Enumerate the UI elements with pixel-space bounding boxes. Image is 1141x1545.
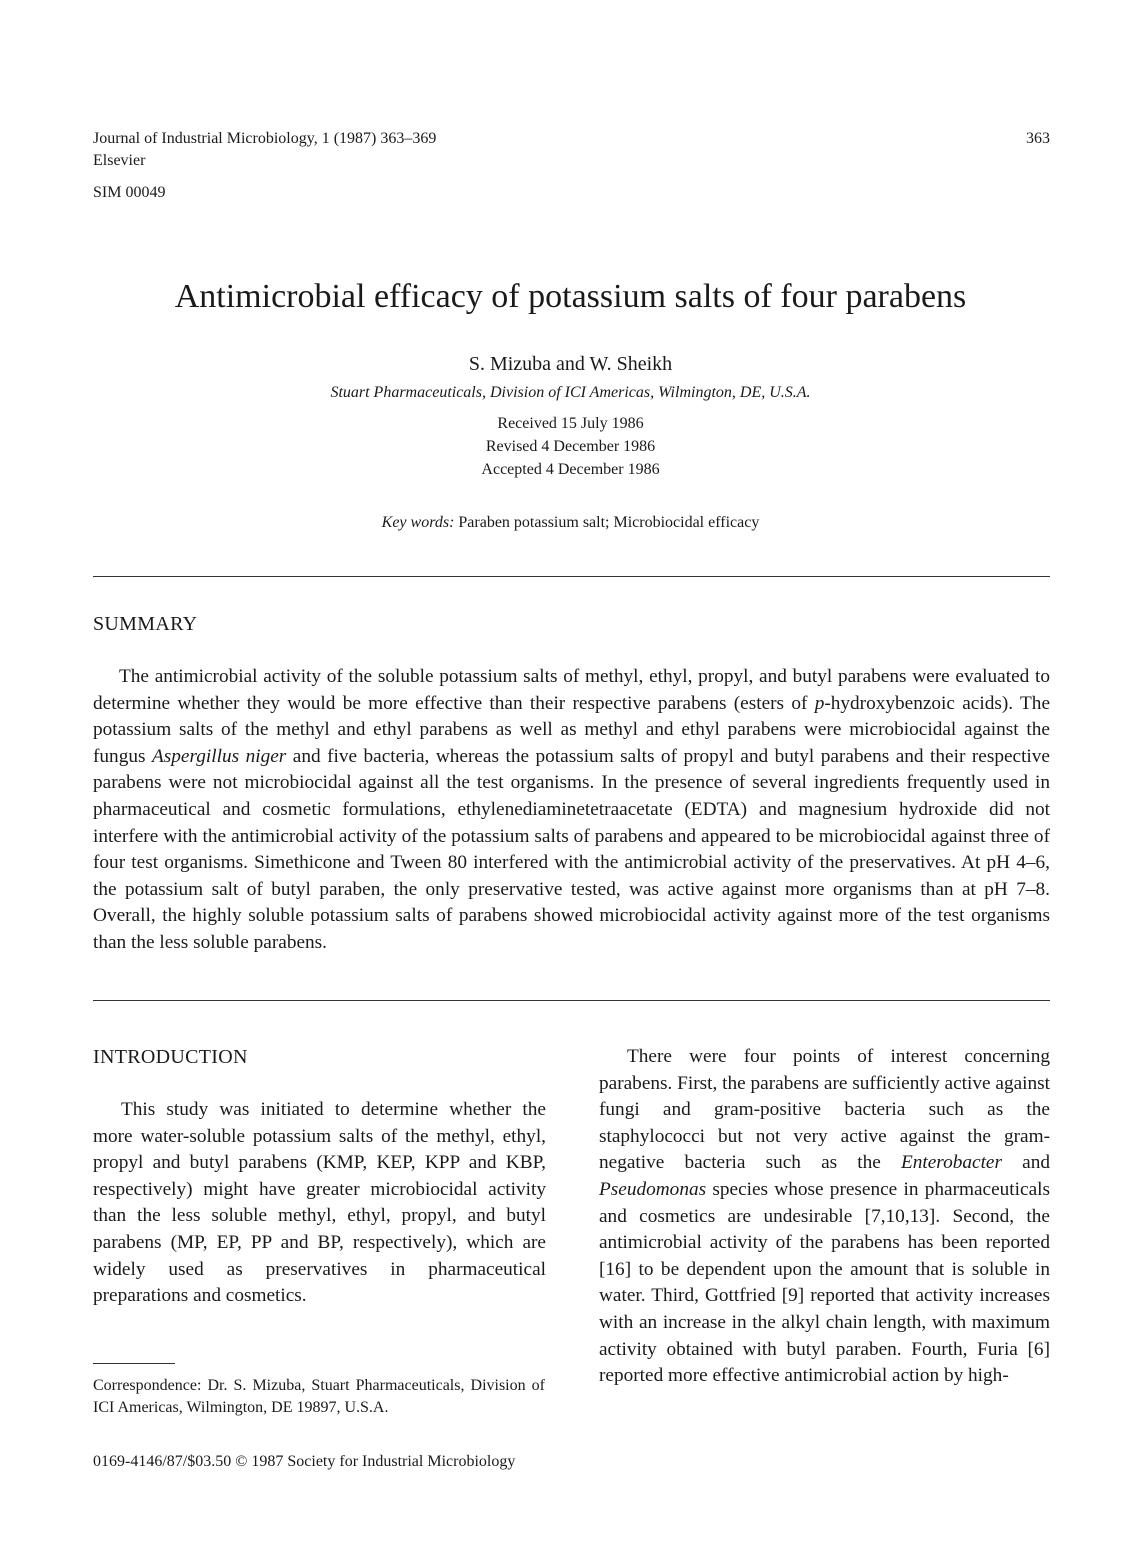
- right-genus-1: Enterobacter: [900, 1152, 1002, 1174]
- page-number: 363: [1026, 130, 1050, 147]
- footnote-rule: [93, 1363, 175, 1364]
- received-date: Received 15 July 1986: [497, 415, 644, 432]
- sim-number: SIM 00049: [93, 184, 166, 201]
- copyright-line: 0169-4146/87/$03.50 © 1987 Society for Industrial Microbiology: [93, 1453, 516, 1470]
- summary-text-1: The antimicrobial activity of the soluble potassium salts of methyl, ethyl, propyl, and butyl parabens were evaluated to determine whether they would be more effective than their respective parabens (esters of: [93, 666, 1050, 714]
- article-dates: [0, 412, 1141, 481]
- right-text-2: and: [1002, 1152, 1050, 1174]
- summary-organism: Aspergillus niger: [151, 745, 287, 767]
- introduction-paragraph: This study was initiated to determine whether the more water-soluble potassium salts of the methyl, ethyl, propyl and butyl parabens (KMP, KEP, KPP and KBP, respectively) might have greater microbiocidal activity than the less soluble methyl, ethyl, propyl, and butyl parabens (MP, EP, PP and BP, respectively), which are widely used as preservatives in pharmaceutical preparations and cosmetics.: [93, 1099, 546, 1307]
- right-column-body: [599, 1044, 1050, 1390]
- keywords: [0, 512, 1141, 534]
- correspondence-note: Correspondence: Dr. S. Mizuba, Stuart Pharmaceuticals, Division of ICI Americas, Wilmington, DE 19897, U.S.A.: [93, 1377, 545, 1416]
- right-text-1: There were four points of interest concerning parabens. First, the parabens are sufficiently active against fungi and gram-positive bacteria such as the staphylococci but not very active against the gram-negative bacteria such as the: [599, 1046, 1050, 1174]
- right-genus-2: Pseudomonas: [599, 1178, 707, 1200]
- summary-heading: SUMMARY: [93, 613, 198, 635]
- right-column-paragraph: [599, 1044, 1050, 1390]
- revised-date: Revised 4 December 1986: [485, 438, 656, 455]
- publisher: Elsevier: [93, 152, 146, 169]
- summary-paragraph: [93, 664, 1050, 957]
- divider-top: [93, 576, 1050, 577]
- keywords-text: Paraben potassium salt; Microbiocidal efficacy: [458, 514, 760, 531]
- summary-p-italic: p: [814, 692, 825, 714]
- affiliation: Stuart Pharmaceuticals, Division of ICI Americas, Wilmington, DE, U.S.A.: [330, 384, 811, 401]
- accepted-date: Accepted 4 December 1986: [481, 461, 660, 478]
- divider-bottom: [93, 1000, 1050, 1001]
- summary-text-2: -hydroxybenzoic acids). The potassium salts of the methyl and ethyl parabens as well as methyl and ethyl parabens were microbiocidal against the fungus: [93, 692, 1051, 767]
- journal-citation: Journal of Industrial Microbiology, 1 (1987) 363–369: [93, 130, 437, 147]
- introduction-body: [93, 1097, 546, 1310]
- summary-text-3: and five bacteria, whereas the potassium salts of propyl and butyl parabens and their respective parabens were not microbiocidal against all the test organisms. In the presence of several ingredients frequently used in pharmaceutical and cosmetic formulations, ethylenediaminetetraacetate (EDTA) and magnesium hydroxide did not interfere with the antimicrobial activity of the potassium salts of parabens and appeared to be microbiocidal against three of four test organisms. Simethicone and Tween 80 interfered with the antimicrobial activity of the preservatives. At pH 4–6, the potassium salt of butyl paraben, the only preservative tested, was active against more organisms than at pH 7–8. Overall, the highly soluble potassium salts of parabens showed microbiocidal activity against more of the test organisms than the less soluble parabens.: [93, 745, 1050, 953]
- introduction-heading: INTRODUCTION: [93, 1046, 248, 1068]
- article-title: Antimicrobial efficacy of potassium salts of four parabens: [174, 278, 967, 315]
- keywords-label: Key words:: [381, 514, 455, 531]
- summary-body: [93, 664, 1050, 957]
- right-text-3: species whose presence in pharmaceuticals and cosmetics are undesirable [7,10,13]. Second, the antimicrobial activity of the parabens has been reported [16] to be dependent upon the amount that is soluble in water. Third, Gottfried [9] reported that activity increases with an increase in the alkyl chain length, with maximum activity obtained with butyl paraben. Fourth, Furia [6] reported more effective antimicrobial action by high-: [599, 1178, 1050, 1387]
- authors: S. Mizuba and W. Sheikh: [468, 353, 673, 375]
